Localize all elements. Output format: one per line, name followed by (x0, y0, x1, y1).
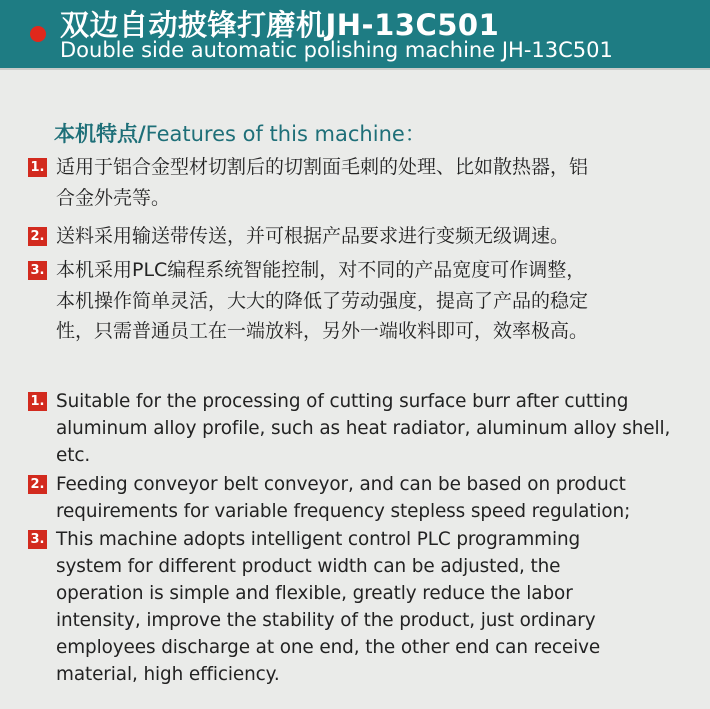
text-line: 本机操作简单灵活，大大的降低了劳动强度，提高了产品的稳定 (56, 289, 589, 312)
text-line: 性，只需普通员工在一端放料，另外一端收料即可，效率极高。 (56, 320, 589, 342)
feature-text (56, 526, 600, 688)
number-badge: 1. (28, 158, 47, 177)
feature-text (56, 221, 569, 252)
number-badge: 3. (28, 530, 47, 549)
number-badge: 3. (28, 261, 47, 280)
header-divider (0, 68, 710, 70)
number-badge: 2. (28, 227, 47, 246)
text-line: etc. (56, 445, 91, 466)
section-title-en: Features of this machine： (145, 122, 426, 146)
number-badge: 1. (28, 392, 47, 411)
number-badge: 2. (28, 475, 47, 494)
text-line: 本机采用PLC编程系统智能控制，对不同的产品宽度可作调整， (56, 259, 586, 281)
section-title (54, 118, 426, 148)
feature-text (56, 388, 670, 469)
text-line: material, high efficiency. (56, 664, 280, 685)
feature-text (56, 152, 588, 213)
text-line: 合金外壳等。 (56, 186, 171, 209)
text-line: Suitable for the processing of cutting surface burr after cutting (56, 391, 629, 412)
text-line: aluminum alloy profile, such as heat radiator, aluminum alloy shell, (56, 418, 671, 439)
text-line: operation is simple and flexible, greatly reduce the labor (56, 583, 573, 604)
title-chinese: 双边自动披锋打磨机JH-13C501 (60, 8, 500, 42)
text-line: requirements for variable frequency stepless speed regulation; (56, 501, 631, 522)
text-line: 适用于铝合金型材切割后的切割面毛刺的处理、比如散热器，铝 (56, 156, 589, 178)
text-line: Feeding conveyor belt conveyor, and can be based on product (56, 474, 626, 495)
text-line: 送料采用输送带传送，并可根据产品要求进行变频无级调速。 (56, 225, 570, 247)
text-line: employees discharge at one end, the other end can receive (56, 637, 601, 658)
section-title-cn: 本机特点/ (54, 122, 146, 146)
title-english: Double side automatic polishing machine JH-13C501 (60, 38, 613, 62)
red-dot-icon (30, 26, 46, 42)
header-bar (0, 0, 710, 68)
feature-text (56, 255, 588, 347)
feature-text (56, 471, 630, 525)
text-line: intensity, improve the stability of the product, just ordinary (56, 610, 596, 631)
text-line: system for different product width can be adjusted, the (56, 556, 561, 577)
text-line: This machine adopts intelligent control PLC programming (56, 529, 581, 550)
